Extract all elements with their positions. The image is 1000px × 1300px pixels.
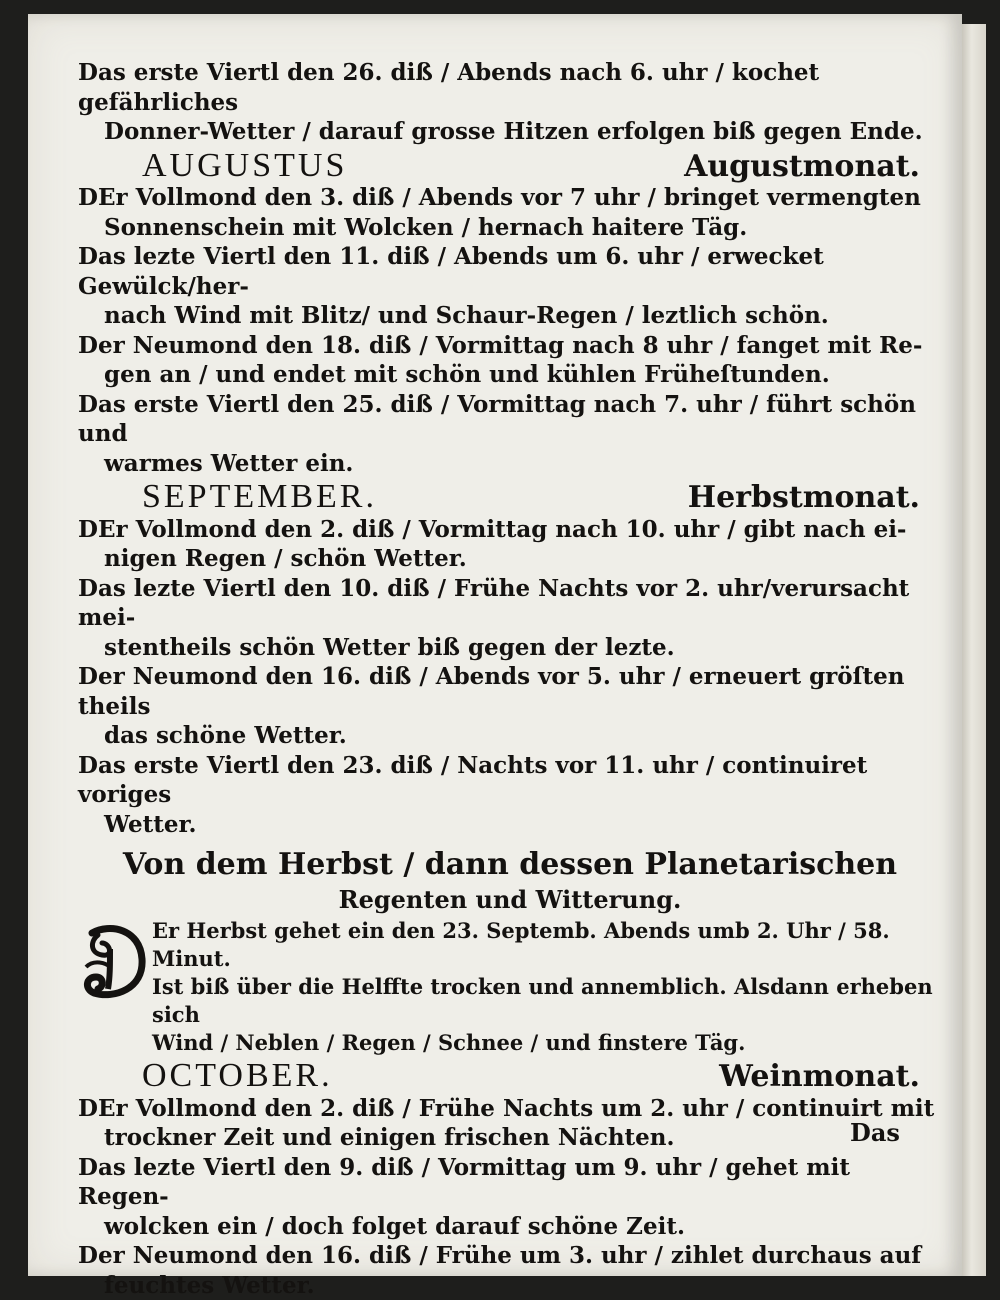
september-entry-1: [78, 515, 942, 574]
september-latin-title: SEPTEMBER.: [142, 482, 377, 512]
entry-line: trockner Zeit und einigen frischen Nächten.: [78, 1123, 942, 1153]
september-entry-4: [78, 751, 942, 840]
august-latin-title: AUGUSTUS: [142, 151, 347, 181]
entry-line: Der Neumond den 16. diß / Frühe um 3. uhr / zihlet durchaus auf: [78, 1242, 921, 1269]
herbst-line-1: Er Herbst gehet ein den 23. Septemb. Abends umb 2. Uhr / 58. Minut.: [152, 917, 942, 973]
herbst-line-3: Wind / Neblen / Regen / Schnee / und finstere Täg.: [152, 1029, 942, 1057]
entry-line: DEr Vollmond den 2. diß / Frühe Nachts um 2. uhr / continuirt mit: [78, 1095, 934, 1122]
entry-line: Der Neumond den 18. diß / Vormittag nach 8 uhr / fanget mit Re-: [78, 332, 922, 359]
entry-line: das schöne Wetter.: [78, 721, 942, 751]
intro-line-2: Donner-Wetter / darauf grosse Hitzen erfolgen biß gegen Ende.: [78, 117, 942, 147]
entry-line: Das lezte Viertl den 11. diß / Abends um 6. uhr / erwecket Gewülck/her-: [78, 243, 824, 300]
september-heading: [78, 482, 942, 513]
october-entry-3: [78, 1241, 942, 1300]
catchword: Das: [850, 1118, 900, 1147]
entry-line: nach Wind mit Blitz/ und Schaur-Regen / leztlich schön.: [78, 301, 942, 331]
october-heading: [78, 1061, 942, 1092]
intro-paragraph: [78, 58, 942, 147]
herbst-paragraph: [78, 917, 942, 1057]
entry-line: stentheils schön Wetter biß gegen der lezte.: [78, 633, 942, 663]
entry-line: feuchtes Wetter.: [78, 1271, 942, 1300]
august-german-title: Augustmonat.: [684, 152, 920, 182]
october-latin-title: OCTOBER.: [142, 1061, 333, 1091]
entry-line: Das erste Viertl den 25. diß / Vormittag nach 7. uhr / führt schön und: [78, 391, 916, 448]
entry-line: DEr Vollmond den 3. diß / Abends vor 7 uhr / bringet vermengten: [78, 184, 921, 211]
october-entry-2: [78, 1153, 942, 1242]
august-entry-4: [78, 390, 942, 479]
entry-line: Der Neumond den 16. diß / Abends vor 5. uhr / erneuert gröſten theils: [78, 663, 905, 720]
entry-line: Das lezte Viertl den 10. diß / Frühe Nachts vor 2. uhr/verursacht mei-: [78, 575, 909, 632]
september-german-title: Herbstmonat.: [688, 483, 920, 513]
entry-line: Das erste Viertl den 23. diß / Nachts vor 11. uhr / continuiret voriges: [78, 752, 867, 809]
entry-line: Wetter.: [78, 810, 942, 840]
september-entry-2: [78, 574, 942, 663]
september-entry-3: [78, 662, 942, 751]
entry-line: Sonnenschein mit Wolcken / hernach haitere Täg.: [78, 213, 942, 243]
entry-line: warmes Wetter ein.: [78, 449, 942, 479]
august-entry-1: [78, 183, 942, 242]
august-entry-2: [78, 242, 942, 331]
august-heading: [78, 151, 942, 182]
entry-line: gen an / und endet mit schön und kühlen Früheſtunden.: [78, 360, 942, 390]
entry-line: DEr Vollmond den 2. diß / Vormittag nach 10. uhr / gibt nach ei-: [78, 516, 906, 543]
entry-line: nigen Regen / schön Wetter.: [78, 544, 942, 574]
october-entry-1: [78, 1094, 942, 1153]
august-entry-3: [78, 331, 942, 390]
ornamental-initial-d-icon: [78, 917, 152, 1005]
entry-line: Das lezte Viertl den 9. diß / Vormittag um 9. uhr / gehet mit Regen-: [78, 1154, 850, 1211]
october-german-title: Weinmonat.: [719, 1062, 920, 1092]
herbst-line-2: Ist biß über die Helffte trocken und annemblich. Alsdann erheben sich: [152, 973, 942, 1029]
herbst-subheading: Regenten und Witterung.: [78, 885, 942, 915]
page-content: [78, 58, 942, 1300]
page-edge: [962, 24, 986, 1276]
entry-line: wolcken ein / doch folget darauf schöne Zeit.: [78, 1212, 942, 1242]
herbst-heading: Von dem Herbst / dann dessen Planetarischen: [78, 845, 942, 885]
intro-line-1: Das erste Viertl den 26. diß / Abends nach 6. uhr / kochet gefährliches: [78, 59, 819, 116]
